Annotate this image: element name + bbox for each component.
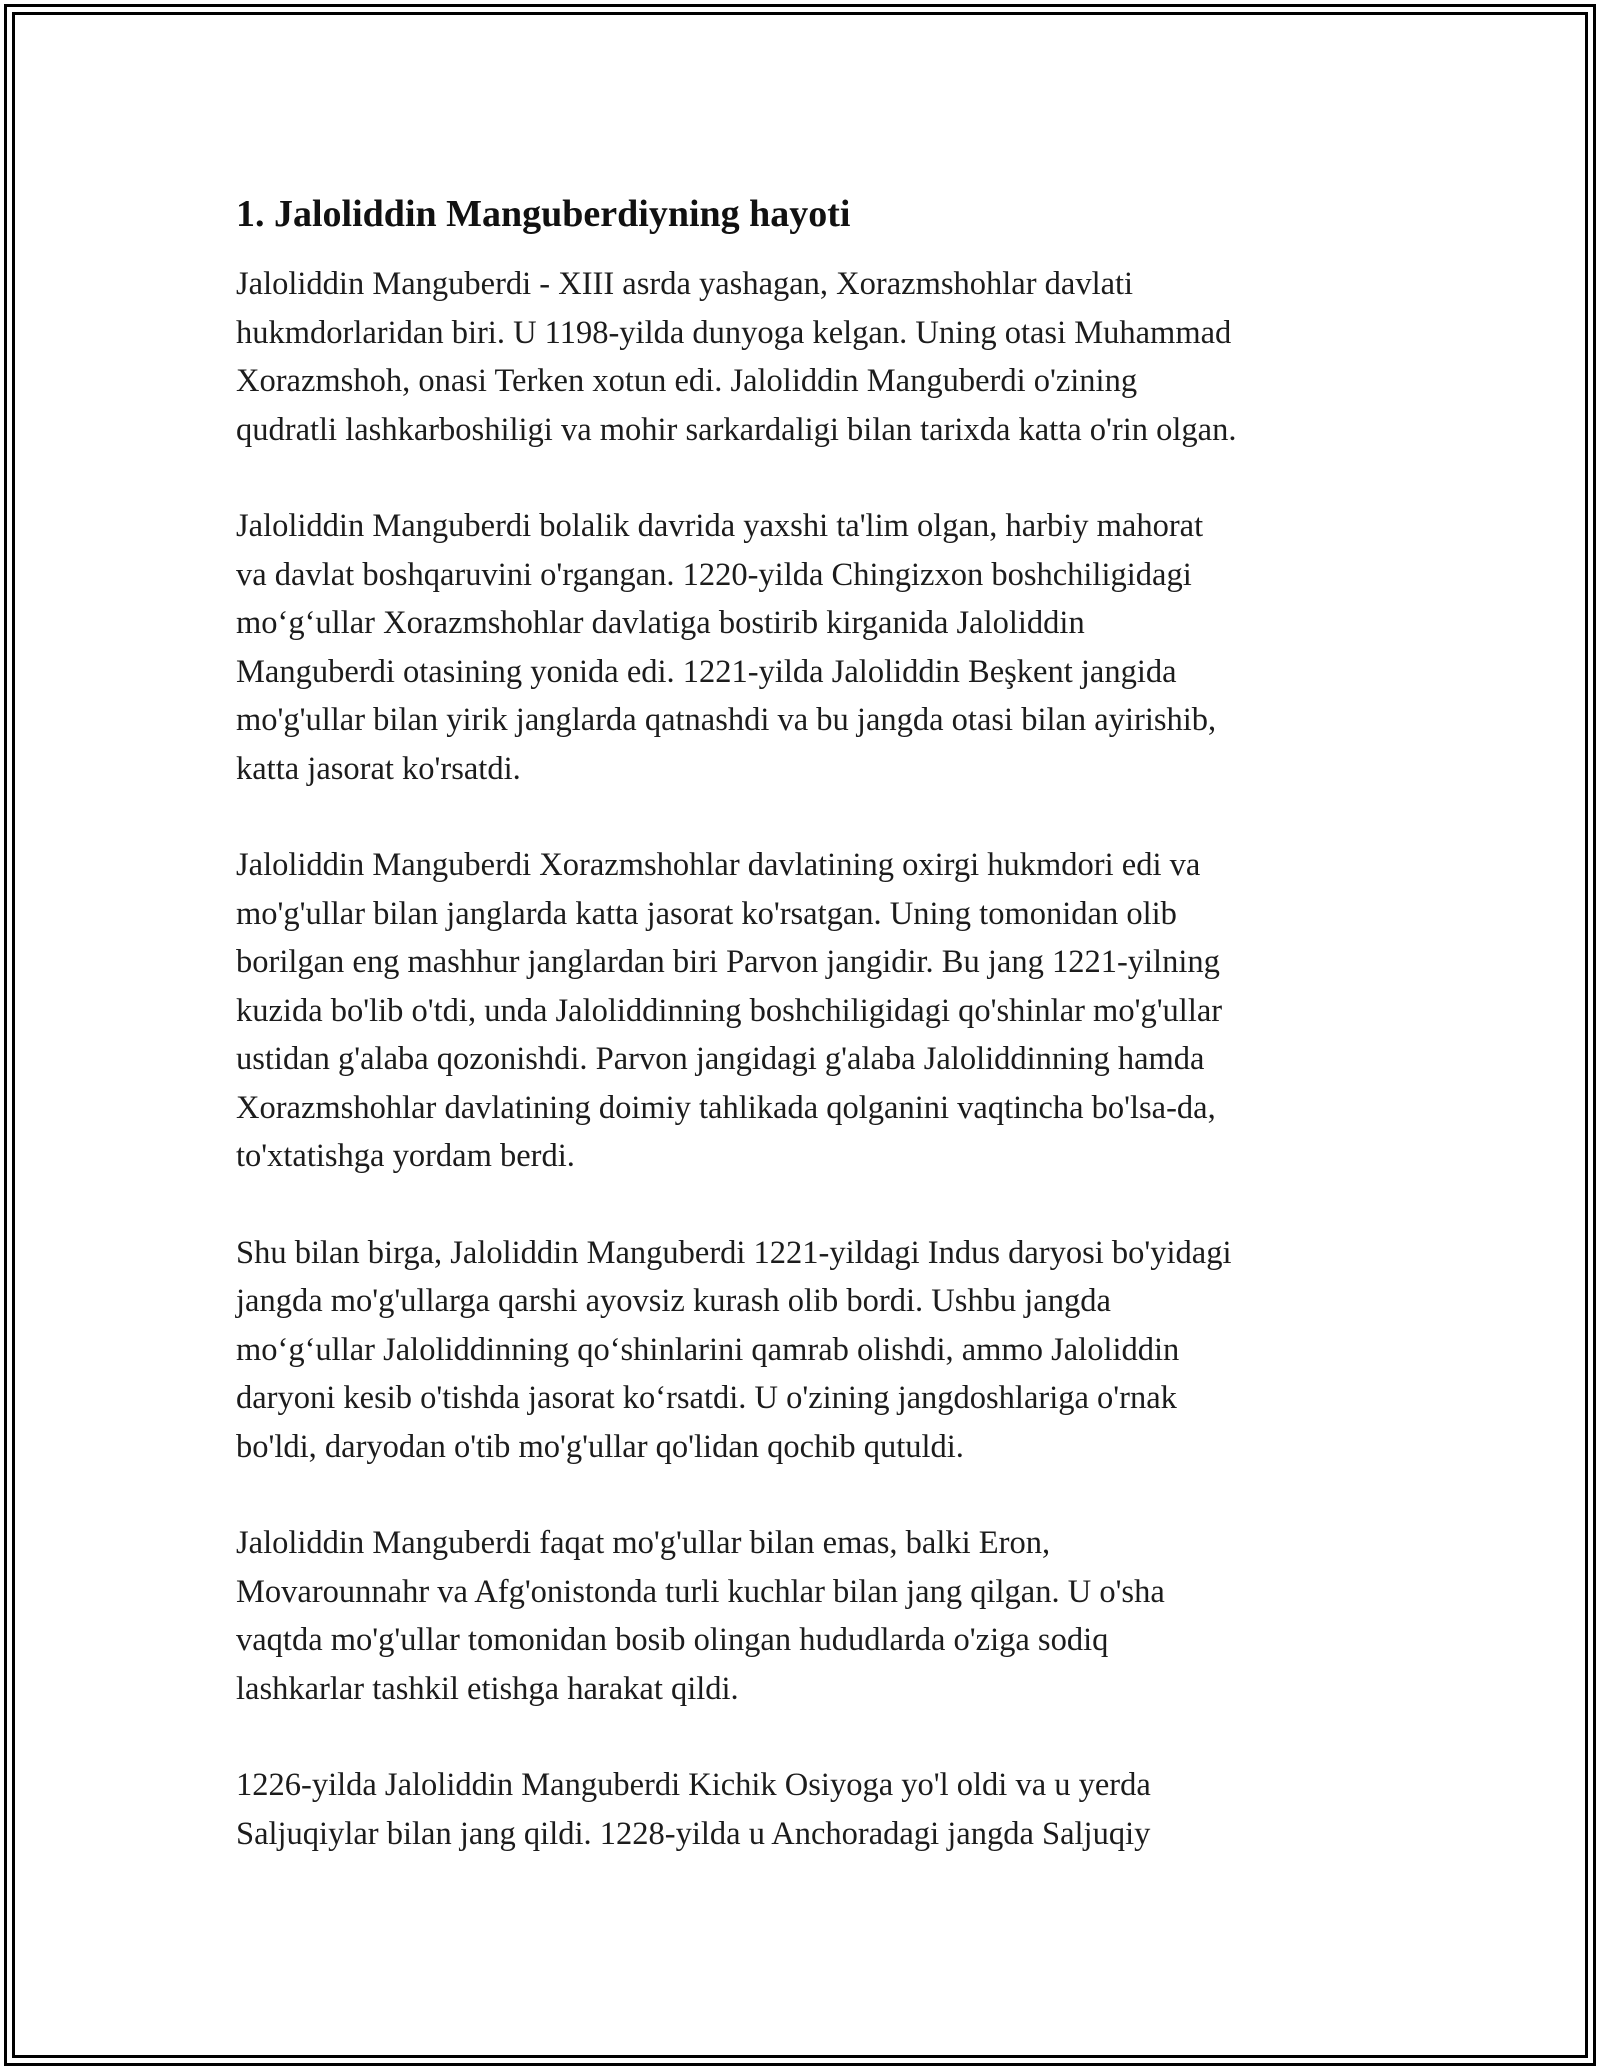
text-line: daryoni kesib o'tishda jasorat ko‘rsatdi. U o'zining jangdoshlariga o'rnak [236,1380,1177,1416]
paragraph-1 [236,260,1396,454]
text-line: Manguberdi otasining yonida edi. 1221-yilda Jaloliddin Beşkent jangida [236,653,1177,690]
text-line: vaqtda mo'g'ullar tomonidan bosib olingan hududlarda o'ziga sodiq [236,1622,1109,1658]
text-line: bo'ldi, daryodan o'tib mo'g'ullar qo'lidan qochib qutuldi. [236,1428,964,1465]
paragraph-6 [236,1761,1396,1858]
text-line: Xorazmshoh, onasi Terken xotun edi. Jaloliddin Manguberdi o'zining [236,363,1138,399]
text-line: katta jasorat ko'rsatdi. [236,750,521,787]
paragraph-2 [236,502,1396,793]
text-line: mo‘g‘ullar Xorazmshohlar davlatiga bostirib kirganida Jaloliddin [236,605,1085,641]
text-line: mo'g'ullar bilan yirik janglarda qatnashdi va bu jangda otasi bilan ayirishib, [236,702,1217,738]
text-line: mo'g'ullar bilan janglarda katta jasorat ko'rsatgan. Uning tomonidan olib [236,895,1177,932]
text-line: Jaloliddin Manguberdi - XIII asrda yashagan, Xorazmshohlar davlati [236,266,1134,302]
text-line: Shu bilan birga, Jaloliddin Manguberdi 1221-yildagi Indus daryosi bo'yidagi [236,1234,1232,1271]
text-line: qudratli lashkarboshiligi va mohir sarkardaligi bilan tarixda katta o'rin olgan. [236,411,1237,448]
paragraph-4 [236,1229,1396,1472]
paragraph-5 [236,1519,1396,1713]
section-heading: 1. Jaloliddin Manguberdiyning hayoti [236,193,851,235]
text-line: jangda mo'g'ullarga qarshi ayovsiz kurash olib bordi. Ushbu jangda [236,1283,1111,1319]
text-line: Jaloliddin Manguberdi Xorazmshohlar davlatining oxirgi hukmdori edi va [236,847,1201,883]
text-line: Movarounnahr va Afg'onistonda turli kuchlar bilan jang qilgan. U o'sha [236,1573,1165,1610]
text-line: lashkarlar tashkil etishga harakat qildi. [236,1670,739,1707]
text-line: 1226-yilda Jaloliddin Manguberdi Kichik Osiyoga yo'l oldi va u yerda [236,1767,1151,1803]
text-line: ustidan g'alaba qozonishdi. Parvon jangidagi g'alaba Jaloliddinning hamda [236,1041,1205,1077]
text-line: mo‘g‘ullar Jaloliddinning qo‘shinlarini qamrab olishdi, ammo Jaloliddin [236,1331,1180,1368]
text-line: Jaloliddin Manguberdi bolalik davrida yaxshi ta'lim olgan, harbiy mahorat [236,508,1204,544]
text-line: va davlat boshqaruvini o'rgangan. 1220-yilda Chingizxon boshchiligidagi [236,556,1192,593]
document-body [236,182,1396,1906]
text-line: borilgan eng mashhur janglardan biri Parvon jangidir. Bu jang 1221-yilning [236,944,1220,980]
text-line: Saljuqiylar bilan jang qildi. 1228-yilda u Anchoradagi jangda Saljuqiy [236,1815,1151,1852]
text-line: Xorazmshohlar davlatining doimiy tahlikada qolganini vaqtincha bo'lsa-da, [236,1089,1216,1126]
text-line: hukmdorlaridan biri. U 1198-yilda dunyoga kelgan. Uning otasi Muhammad [236,314,1232,351]
text-line: kuzida bo'lib o'tdi, unda Jaloliddinning boshchiligidagi qo'shinlar mo'g'ullar [236,992,1223,1029]
paragraph-3 [236,841,1396,1181]
text-line: Jaloliddin Manguberdi faqat mo'g'ullar bilan emas, balki Eron, [236,1525,1051,1561]
text-line: to'xtatishga yordam berdi. [236,1138,575,1174]
